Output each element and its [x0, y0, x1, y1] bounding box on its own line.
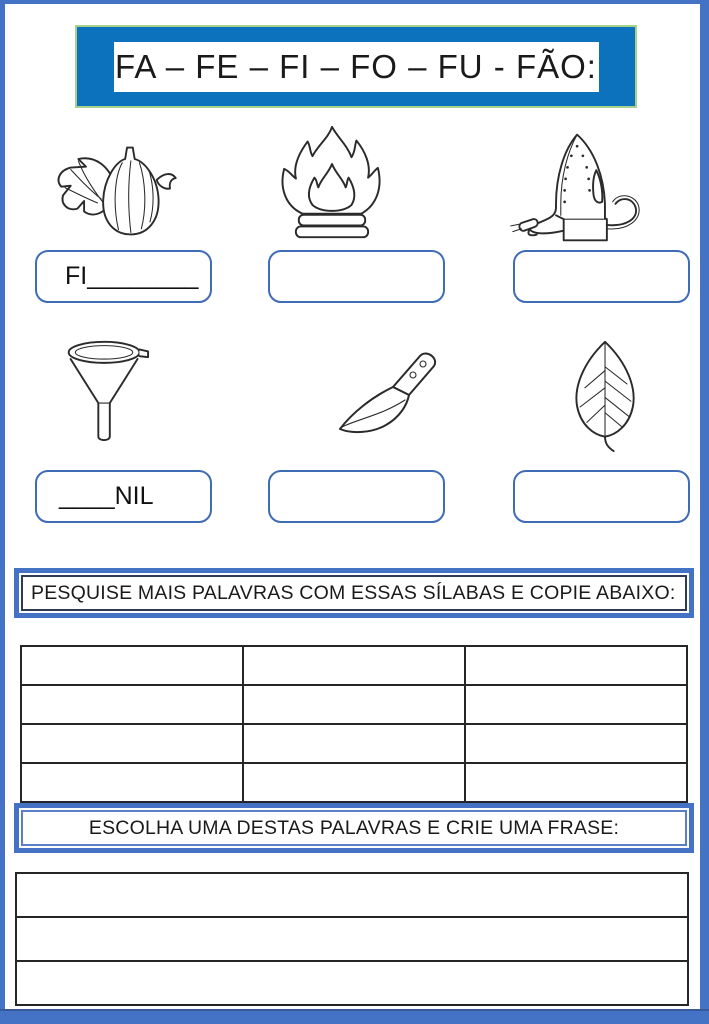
word-cell[interactable]: [243, 763, 465, 802]
instruction-make-sentence: [14, 803, 694, 853]
instruction-search-words-text: PESQUISE MAIS PALAVRAS COM ESSAS SÍLABAS E COPIE ABAIXO:: [31, 581, 676, 604]
table-row: [21, 763, 687, 802]
answer-text-fig: FI________: [65, 262, 199, 290]
word-cell[interactable]: [243, 685, 465, 724]
word-cell[interactable]: [465, 763, 687, 802]
word-cell[interactable]: [465, 685, 687, 724]
sentence-line[interactable]: [16, 917, 688, 961]
instruction-search-words: [14, 568, 694, 618]
table-row: [21, 685, 687, 724]
word-cell[interactable]: [465, 646, 687, 685]
word-cell[interactable]: [465, 724, 687, 763]
instruction-make-sentence-box: [21, 810, 687, 846]
word-cell[interactable]: [243, 646, 465, 685]
fire-icon: [262, 123, 402, 245]
funnel-icon: [58, 338, 153, 448]
knife-icon: [310, 345, 445, 440]
word-cell[interactable]: [21, 724, 243, 763]
answer-box-fig[interactable]: [35, 250, 212, 303]
page-border-right: [700, 0, 709, 1024]
instruction-search-words-box: [21, 575, 687, 611]
answer-box-iron[interactable]: [513, 250, 690, 303]
sentence-line-row: [16, 873, 688, 917]
answer-box-fire[interactable]: [268, 250, 445, 303]
answer-box-knife[interactable]: [268, 470, 445, 523]
answer-text-funnel: ____NIL: [59, 482, 154, 510]
sentence-line[interactable]: [16, 961, 688, 1005]
page-border-left: [0, 0, 5, 1024]
sentence-line[interactable]: [16, 873, 688, 917]
sentence-line-row: [16, 917, 688, 961]
table-row: [21, 724, 687, 763]
sentence-lines-table: [15, 872, 689, 1006]
instruction-make-sentence-text: ESCOLHA UMA DESTAS PALAVRAS E CRIE UMA FRASE:: [88, 816, 620, 839]
word-table: [20, 645, 688, 803]
word-cell[interactable]: [21, 685, 243, 724]
page-border-top: [0, 0, 709, 4]
page-title: FA – FE – FI – FO – FU - FÃO:: [115, 47, 597, 85]
answer-box-leaf[interactable]: [513, 470, 690, 523]
fig-icon: [45, 138, 190, 243]
answer-box-funnel[interactable]: [35, 470, 212, 523]
word-cell[interactable]: [21, 646, 243, 685]
header-title-box: [114, 42, 599, 92]
leaf-icon: [558, 338, 653, 453]
iron-icon: [505, 127, 655, 247]
word-cell[interactable]: [21, 763, 243, 802]
page-border-bottom: [0, 1009, 709, 1024]
sentence-line-row: [16, 961, 688, 1005]
word-cell[interactable]: [243, 724, 465, 763]
worksheet-header: [75, 25, 637, 108]
table-row: [21, 646, 687, 685]
